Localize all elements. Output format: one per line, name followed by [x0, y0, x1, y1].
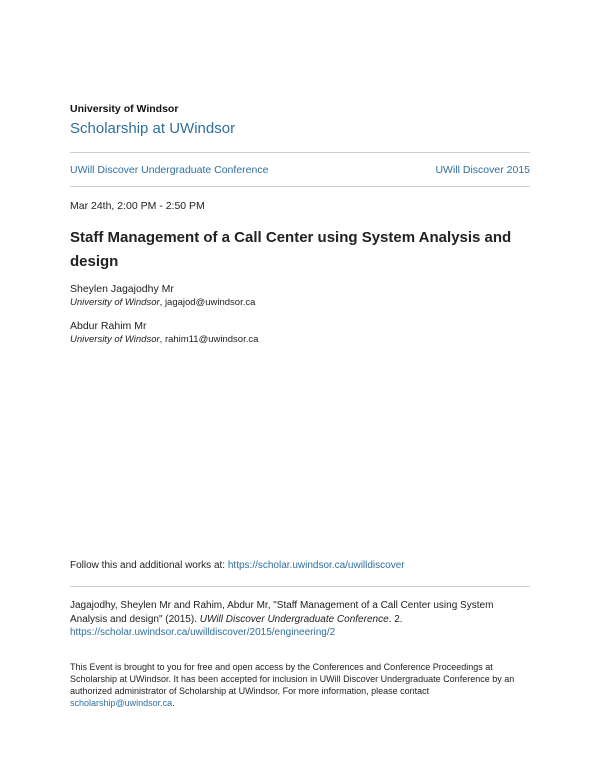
author-affiliation-2	[70, 334, 258, 345]
paper-title: Staff Management of a Call Center using System Analysis and design	[70, 229, 512, 270]
university-name: University of Windsor	[70, 103, 179, 115]
access-notice	[70, 661, 530, 709]
recommended-citation	[70, 599, 530, 640]
author-name-2: Abdur Rahim Mr	[70, 320, 147, 332]
conference-year-link[interactable]: UWill Discover 2015	[435, 164, 530, 176]
contact-email-link[interactable]: scholarship@uwindsor.ca	[70, 698, 173, 708]
author-email: , rahim11@uwindsor.ca	[159, 334, 259, 345]
follow-line	[70, 560, 405, 571]
follow-text: Follow this and additional works at:	[70, 560, 228, 571]
author-email: , jagajod@uwindsor.ca	[159, 297, 256, 308]
notice-text: This Event is brought to you for free and open access by the Conferences and Conference Proceedings at Scholarship at UWindsor. It has been accepted for inclusion in UWill Discover Undergraduate Conference by an authorized administrator of Scholarship at UWindsor. For more information, please contact	[70, 662, 515, 696]
notice-end: .	[172, 698, 175, 708]
citation-link[interactable]: https://scholar.uwindsor.ca/uwilldiscover/2015/engineering/2	[70, 627, 336, 638]
author-name-1: Sheylen Jagajodhy Mr	[70, 283, 174, 295]
repository-link[interactable]: Scholarship at UWindsor	[70, 120, 236, 137]
affiliation-text: University of Windsor	[70, 334, 160, 345]
citation-text: Jagajodhy, Sheylen Mr and Rahim, Abdur Mr, "Staff Management of a Call Center using System Analysis and design" (2015).	[70, 600, 494, 625]
divider-conference	[70, 186, 530, 187]
divider-top	[70, 152, 530, 153]
citation-venue: UWill Discover Undergraduate Conference	[199, 613, 389, 625]
follow-link[interactable]: https://scholar.uwindsor.ca/uwilldiscover	[227, 560, 405, 571]
event-date: Mar 24th, 2:00 PM - 2:50 PM	[70, 200, 205, 212]
affiliation-text: University of Windsor	[70, 297, 160, 308]
conference-link[interactable]: UWill Discover Undergraduate Conference	[70, 164, 269, 176]
divider-citation	[70, 586, 530, 587]
author-affiliation-1	[70, 297, 255, 308]
citation-suffix: . 2.	[388, 613, 403, 625]
